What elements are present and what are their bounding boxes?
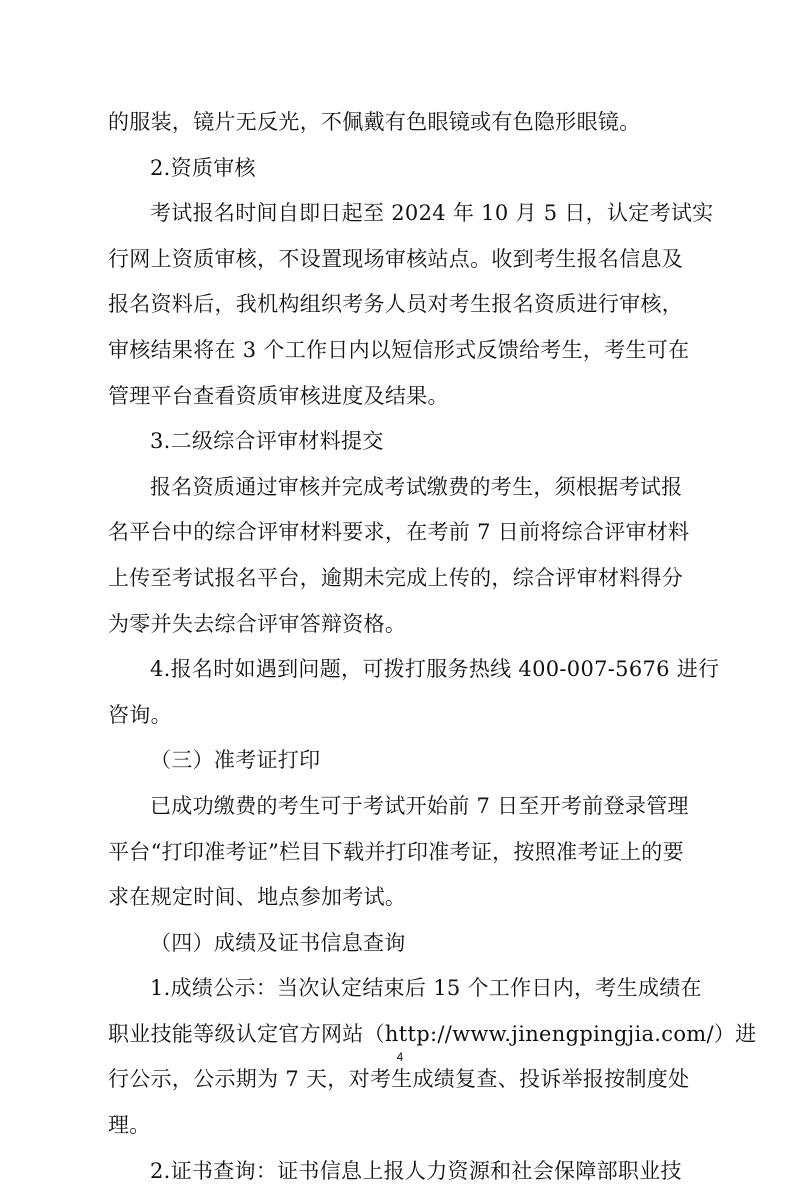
text-line: 的服装，镜片无反光，不佩戴有色眼镜或有色隐形眼镜。 <box>108 110 641 134</box>
text-line: 行网上资质审核，不设置现场审核站点。收到考生报名信息及 <box>108 246 684 271</box>
paragraph-first-line: 报名资质通过审核并完成考试缴费的考生，须根据考试报 <box>150 474 683 499</box>
paragraph-first-line: 考试报名时间自即日起至 2024 年 10 月 5 日，认定考试实 <box>150 201 714 226</box>
subheading: 3.二级综合评审材料提交 <box>150 429 384 454</box>
paragraph-first-line: 已成功缴费的考生可于考试开始前 7 日至开考前登录管理 <box>150 793 689 818</box>
text-line: 职业技能等级认定官方网站（http://www.jinengpingjia.com/）进 <box>108 1021 757 1046</box>
text-line: 上传至考试报名平台，逾期未完成上传的，综合评审材料得分 <box>108 565 684 590</box>
text-line: 审核结果将在 3 个工作日内以短信形式反馈给考生，考生可在 <box>108 337 690 362</box>
section-heading: （三）准考证打印 <box>150 748 321 773</box>
paragraph-first-line: 4.报名时如遇到问题，可拨打服务热线 400-007-5676 进行 <box>150 657 720 682</box>
text-line: 报名资料后，我机构组织考务人员对考生报名资质进行审核， <box>108 292 684 317</box>
paragraph-first-line: 2.证书查询：证书信息上报人力资源和社会保障部职业技 <box>150 1158 682 1183</box>
text-line: 行公示，公示期为 7 天，对考生成绩复查、投诉举报按制度处 <box>108 1067 690 1092</box>
text-line: 名平台中的综合评审材料要求，在考前 7 日前将综合评审材料 <box>108 520 690 545</box>
text-line: 求在规定时间、地点参加考试。 <box>108 885 407 910</box>
text-line: 为零并失去综合评审答辩资格。 <box>108 611 407 636</box>
subheading: 2.资质审核 <box>150 155 256 180</box>
text-line: 平台“打印准考证”栏目下载并打印准考证，按照准考证上的要 <box>108 839 684 864</box>
page-number: 4 <box>396 1050 404 1064</box>
paragraph-first-line: 1.成绩公示：当次认定结束后 15 个工作日内，考生成绩在 <box>150 976 702 1001</box>
text-line: 咨询。 <box>108 702 172 727</box>
text-line: 管理平台查看资质审核进度及结果。 <box>108 383 449 408</box>
document-body <box>108 100 757 1194</box>
text-line: 理。 <box>108 1113 151 1138</box>
section-heading: （四）成绩及证书信息查询 <box>150 930 406 955</box>
